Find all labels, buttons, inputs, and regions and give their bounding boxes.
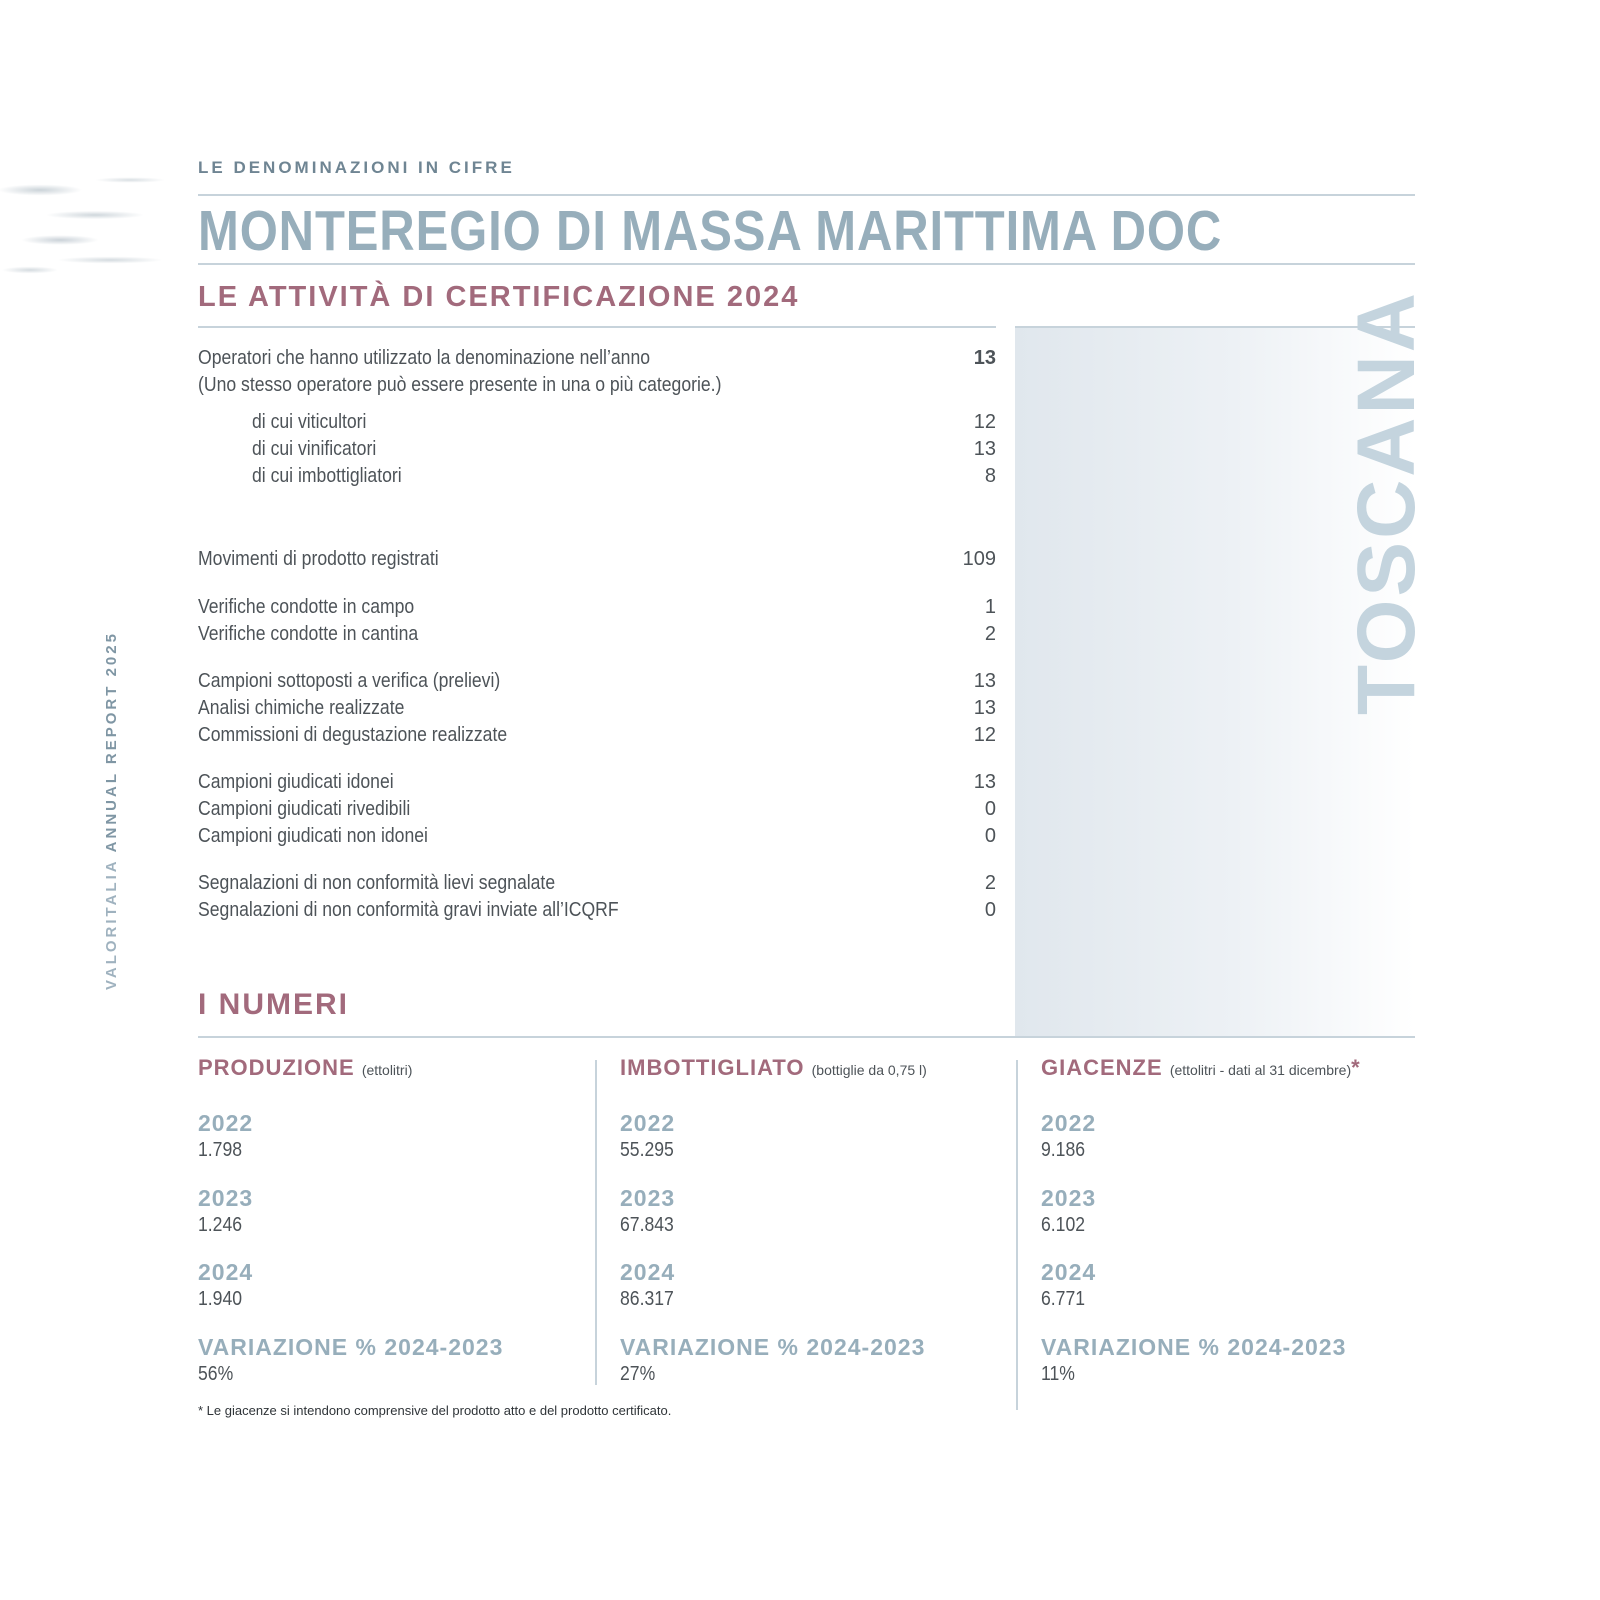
stat-label: Verifiche condotte in campo <box>198 596 415 618</box>
entry-2022 <box>1041 1110 1096 1162</box>
stat-row-analisi <box>198 697 996 724</box>
certification-heading: LE ATTIVITÀ DI CERTIFICAZIONE 2024 <box>198 281 800 313</box>
stat-row-non-idonei <box>198 825 996 852</box>
stat-row-imbottigliatori <box>198 465 996 492</box>
stat-row-nc-gravi <box>198 899 996 926</box>
stat-value: 13 <box>973 670 996 692</box>
stat-label: Campioni sottoposti a verifica (prelievi) <box>198 670 501 692</box>
numbers-heading: I NUMERI <box>198 988 349 1021</box>
stat-value: 8 <box>984 465 996 487</box>
stat-label: Campioni giudicati non idonei <box>198 825 428 847</box>
entry-value: 55.295 <box>620 1139 674 1161</box>
footnote: * Le giacenze si intendono comprensive del prodotto atto e del prodotto certificato. <box>198 1403 672 1418</box>
stat-value: 13 <box>973 771 996 793</box>
entry-year: VARIAZIONE % 2024-2023 <box>620 1334 926 1360</box>
page-title: MONTEREGIO DI MASSA MARITTIMA DOC <box>198 199 1223 263</box>
entry-value: 86.317 <box>620 1288 674 1310</box>
entry-value: 11% <box>1041 1363 1075 1385</box>
entry-value: 1.940 <box>198 1288 243 1310</box>
entry-year: 2024 <box>198 1259 254 1285</box>
column-unit: (bottiglie da 0,75 l) <box>811 1062 927 1078</box>
column-unit: (ettolitri) <box>361 1062 413 1078</box>
stat-row-rivedibili <box>198 798 996 825</box>
entry-variazione <box>198 1334 503 1386</box>
entry-value: 56% <box>198 1363 234 1385</box>
entry-year: VARIAZIONE % 2024-2023 <box>1041 1334 1347 1360</box>
stat-label: Movimenti di prodotto registrati <box>198 548 439 570</box>
entry-value: 1.246 <box>198 1214 243 1236</box>
stat-row-commissioni <box>198 724 996 751</box>
title-top-rule <box>198 194 1415 196</box>
stat-value: 109 <box>962 548 996 570</box>
stat-row-viticultori <box>198 411 996 438</box>
column-title: PRODUZIONE <box>198 1055 355 1080</box>
entry-2024 <box>1041 1259 1096 1311</box>
entry-2024 <box>198 1259 253 1311</box>
entry-2024 <box>620 1259 681 1311</box>
stat-value: 2 <box>984 872 996 894</box>
column-separator <box>1016 1060 1018 1410</box>
entry-year: 2022 <box>620 1110 676 1136</box>
column-heading <box>620 1055 1015 1081</box>
stat-label: Verifiche condotte in cantina <box>198 623 419 645</box>
page-kicker: LE DENOMINAZIONI IN CIFRE <box>198 158 515 177</box>
title-bottom-rule <box>198 263 1415 265</box>
stat-row-vinificatori <box>198 438 996 465</box>
entry-variazione <box>1041 1334 1346 1386</box>
stat-row-verifiche-cantina <box>198 623 996 650</box>
column-title: IMBOTTIGLIATO <box>620 1055 805 1080</box>
brush-stroke-decoration <box>0 160 165 285</box>
entry-year: 2022 <box>198 1110 254 1136</box>
stat-value: 2 <box>984 623 996 645</box>
entry-2022 <box>198 1110 253 1162</box>
entry-value: 9.186 <box>1041 1139 1086 1161</box>
stat-value: 1 <box>984 596 996 618</box>
stat-label: Operatori che hanno utilizzato la denominazione nell’anno <box>198 347 651 369</box>
stat-label: di cui viticultori <box>252 411 367 433</box>
region-name: TOSCANA <box>1341 290 1432 715</box>
entry-value: 6.102 <box>1041 1214 1086 1236</box>
stat-value: 0 <box>984 798 996 820</box>
entry-value: 6.771 <box>1041 1288 1086 1310</box>
stat-row-operators <box>198 347 996 374</box>
side-brand: VALORITALIA <box>103 858 120 990</box>
stat-row-nc-lievi <box>198 872 996 899</box>
operators-note: (Uno stesso operatore può essere presente in una o più categorie.) <box>198 374 722 396</box>
stat-value: 13 <box>973 697 996 719</box>
entry-2023 <box>1041 1185 1096 1237</box>
column-heading <box>198 1055 593 1081</box>
stat-row-verifiche-campo <box>198 596 996 623</box>
column-giacenze <box>1041 1055 1411 1385</box>
entry-year: 2024 <box>620 1259 676 1285</box>
stat-label: Campioni giudicati rivedibili <box>198 798 411 820</box>
entry-value: 1.798 <box>198 1139 243 1161</box>
stat-row-campioni-verifica <box>198 670 996 697</box>
entry-year: 2023 <box>1041 1185 1097 1211</box>
stat-value: 13 <box>973 438 996 460</box>
stat-row-idonei <box>198 771 996 798</box>
stat-value: 12 <box>973 724 996 746</box>
stat-value: 0 <box>984 899 996 921</box>
stat-label: di cui imbottigliatori <box>252 465 402 487</box>
stat-label: di cui vinificatori <box>252 438 377 460</box>
stat-label: Segnalazioni di non conformità lievi segnalate <box>198 872 556 894</box>
entry-year: VARIAZIONE % 2024-2023 <box>198 1334 504 1360</box>
entry-year: 2024 <box>1041 1259 1097 1285</box>
entry-variazione <box>620 1334 925 1386</box>
side-report-label <box>103 631 120 990</box>
stat-label: Campioni giudicati idonei <box>198 771 394 793</box>
entry-year: 2022 <box>1041 1110 1097 1136</box>
entry-2023 <box>198 1185 253 1237</box>
stat-value: 13 <box>973 347 996 369</box>
footnote-asterisk: * <box>1351 1055 1361 1080</box>
stat-value: 0 <box>984 825 996 847</box>
stat-label: Commissioni di degustazione realizzate <box>198 724 508 746</box>
column-imbottigliato <box>620 1055 1015 1385</box>
column-heading <box>1041 1055 1411 1081</box>
numbers-rule <box>198 1036 1415 1038</box>
certification-rule <box>198 326 996 328</box>
entry-2022 <box>620 1110 681 1162</box>
column-produzione <box>198 1055 593 1385</box>
entry-value: 27% <box>620 1363 656 1385</box>
entry-2023 <box>620 1185 681 1237</box>
column-title: GIACENZE <box>1041 1055 1163 1080</box>
stat-value: 12 <box>973 411 996 433</box>
column-separator <box>595 1060 597 1385</box>
entry-value: 67.843 <box>620 1214 674 1236</box>
side-report-name: ANNUAL REPORT 2025 <box>103 631 120 853</box>
stat-row-movimenti <box>198 548 996 575</box>
entry-year: 2023 <box>198 1185 254 1211</box>
entry-year: 2023 <box>620 1185 676 1211</box>
stat-label: Segnalazioni di non conformità gravi inviate all’ICQRF <box>198 899 619 921</box>
column-unit: (ettolitri - dati al 31 dicembre) <box>1169 1062 1352 1078</box>
stat-label: Analisi chimiche realizzate <box>198 697 405 719</box>
